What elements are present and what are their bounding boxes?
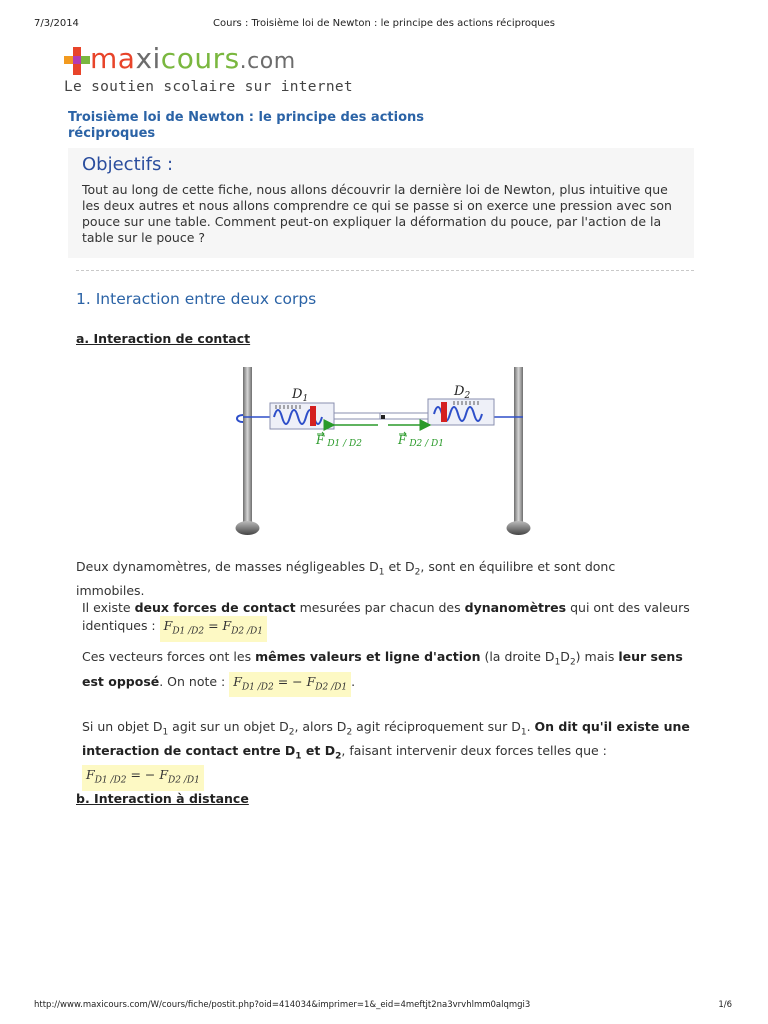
- paragraph-contact-forces: Il existe deux forces de contact mesurées par chacun des dynanomètres qui ont des valeurs identiques : $F_{D1 /D2} = F_{D2 /D1}$: [82, 599, 702, 642]
- force-label-d2-d1: F D2 / D1: [398, 433, 444, 449]
- print-page-title: Cours : Troisième loi de Newton : le principe des actions réciproques: [213, 18, 555, 29]
- section-1-title: 1. Interaction entre deux corps: [76, 290, 317, 308]
- objectives-box: [68, 148, 694, 258]
- paragraph-dynamometers: Deux dynamomètres, de masses négligeables $D_1$ et $D_2$, sont en équilibre et sont donc immobiles.: [76, 559, 616, 598]
- formula-opposite-vectors: $F_{D1 /D2}$ = − $F_{D2 /D1}$: [229, 672, 351, 698]
- section-divider: [76, 270, 694, 271]
- force-label-d1-d2: F D1 / D2: [316, 433, 362, 449]
- subsection-a-title: a. Interaction de contact: [76, 331, 251, 346]
- document-title: Troisième loi de Newton : le principe des actions réciproques: [68, 110, 425, 141]
- right-base: [507, 521, 531, 535]
- formula-interaction: $F_{D1 /D2}$ = − $F_{D2 /D1}$: [82, 765, 204, 791]
- subsection-b-title: b. Interaction à distance: [76, 791, 249, 806]
- objectives-title: Objectifs :: [82, 154, 174, 175]
- logo-wordmark: maxicours.com: [90, 42, 296, 75]
- label-d1: $D_1$: [292, 387, 309, 404]
- paragraph-interaction: Si un objet $D_1$ agit sur un objet $D_2$, alors $D_2$ agit réciproquement sur $D_1$. On dit qu'il existe une interaction de contact entre $D_1$ et $D_2$, faisant intervenir deux forces telles que : $F_{D1 /D2}$ = − $F_{D2 /D1}$: [82, 718, 702, 791]
- paragraph-opposite-direction: Ces vecteurs forces ont les mêmes valeurs et ligne d'action (la droite $D_1D_2$) mais leur sens est opposé. On note : $F_{D1 /D2}$ = − $F_{D2 /D1}$ .: [82, 648, 702, 697]
- label-d2: $D_2$: [454, 384, 471, 401]
- left-pole: [243, 367, 252, 527]
- left-base: [236, 521, 260, 535]
- page-number: 1/6: [718, 1000, 732, 1010]
- objectives-text: Tout au long de cette fiche, nous allons découvrir la dernière loi de Newton, plus intuitive que les deux autres et nous allons comprendre ce qui se passe si on exerce une pression avec son pouce sur une table. Comment peut-on expliquer la déformation du pouce, par l'action de la table sur le pouce ?: [82, 182, 672, 245]
- print-date: 7/3/2014: [34, 18, 79, 29]
- print-url: http://www.maxicours.com/W/cours/fiche/postit.php?oid=414034&imprimer=1&_eid=4meftjt2na3vrvhlmm0alqmgi3: [34, 1000, 531, 1010]
- formula-equal-values: $F_{D1 /D2} = F_{D2 /D1}$: [160, 616, 267, 642]
- right-pole: [514, 367, 523, 527]
- logo-tagline: Le soutien scolaire sur internet: [64, 79, 353, 95]
- maxicours-logo[interactable]: [64, 44, 353, 95]
- puzzle-cross-icon: [64, 47, 90, 75]
- dynamometers-figure: [228, 362, 538, 542]
